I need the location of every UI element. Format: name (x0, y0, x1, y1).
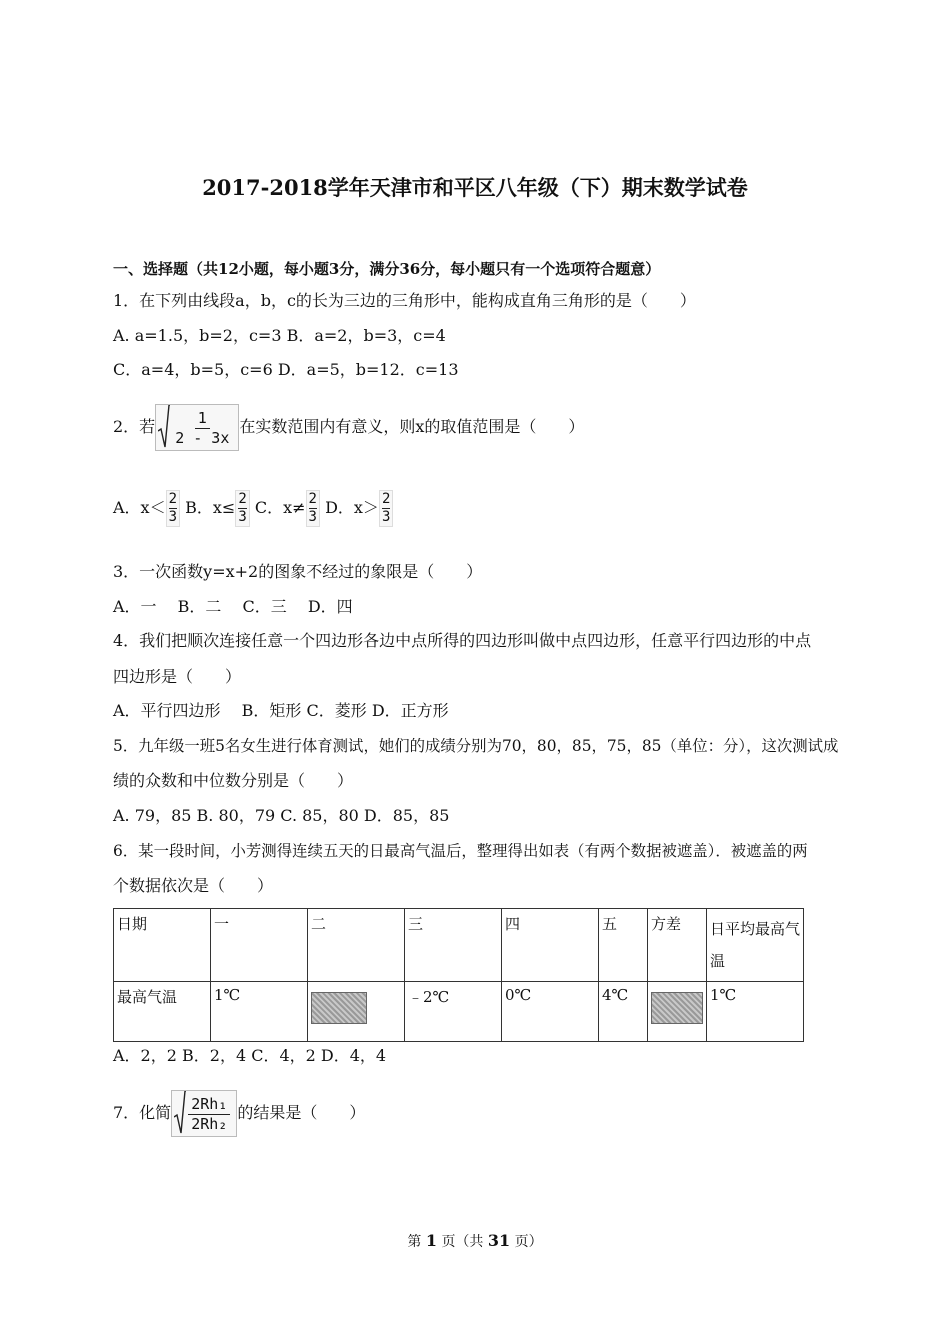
table-header-cell: 日期 (114, 909, 211, 982)
question-2-options (113, 490, 393, 527)
option-c-text: C．x≠ (254, 498, 306, 517)
table-cell: ﹣2℃ (405, 982, 502, 1042)
question-7-suffix: 的结果是（ ） (237, 1103, 366, 1122)
table-header-cell: 三 (405, 909, 502, 982)
fraction-den: 3 (168, 509, 178, 525)
table-cell: 0℃ (502, 982, 599, 1042)
footer-text: 页（共 (441, 1234, 484, 1250)
question-4-options: A．平行四边形 B．矩形 C．菱形 D．正方形 (113, 701, 449, 720)
question-3-stem: 3．一次函数y=x+2的图象不经过的象限是（ ） (113, 562, 483, 581)
page-footer (0, 1231, 950, 1251)
question-4-stem-line2: 四边形是（ ） (113, 667, 242, 686)
fraction-num: 2 (168, 491, 178, 507)
covered-data-block (311, 992, 367, 1024)
sqrt-fraction-formula (155, 404, 239, 451)
question-4-stem-line1: 4．我们把顺次连接任意一个四边形各边中点所得的四边形叫做中点四边形，任意平行四边形的中点 (113, 631, 812, 650)
fraction-den: 3 (381, 509, 391, 525)
table-cell-covered (648, 982, 707, 1042)
option-d-fraction (379, 490, 393, 527)
section-heading: 一、选择题（共12小题，每小题3分，满分36分，每小题只有一个选项符合题意） (113, 260, 661, 278)
table-header-cell: 方差 (648, 909, 707, 982)
question-7-prefix: 7．化简 (113, 1103, 172, 1122)
question-2-prefix: 2．若 (113, 417, 156, 436)
table-cell-covered (308, 982, 405, 1042)
formula-denominator: 2 - 3x (175, 429, 230, 447)
question-6-stem-line2: 个数据依次是（ ） (113, 876, 274, 895)
question-6-options: A．2，2 B．2，4 C．4，2 D．4，4 (113, 1046, 387, 1065)
page-number: 1 (425, 1231, 437, 1250)
total-pages: 31 (487, 1231, 511, 1250)
question-1-options-ab: A. a=1.5，b=2，c=3 B．a=2，b=3，c=4 (113, 326, 446, 345)
formula-numerator: 1 (195, 409, 210, 429)
footer-text: 页） (514, 1234, 543, 1250)
question-2-stem (113, 404, 584, 451)
option-d-text: D．x＞ (325, 498, 379, 517)
radical-sign-icon (174, 1091, 186, 1135)
formula-numerator: 2Rh₁ (188, 1095, 230, 1115)
question-6-stem-line1: 6．某一段时间，小芳测得连续五天的日最高气温后，整理得出如表（有两个数据被遮盖）．被遮盖的两 (113, 842, 808, 860)
table-cell: 1℃ (211, 982, 308, 1042)
fraction-num: 2 (381, 491, 391, 507)
question-5-stem-line1: 5．九年级一班5名女生进行体育测试，她们的成绩分别为70，80，85，75，85（单位：分），这次测试成 (113, 737, 839, 755)
option-a-fraction (166, 490, 180, 527)
radical-sign-icon (158, 405, 170, 449)
temperature-table (113, 908, 804, 1042)
option-a-text: A．x＜ (113, 498, 166, 517)
footer-text: 第 (407, 1234, 422, 1250)
fraction-num: 2 (238, 491, 247, 507)
option-c-fraction (306, 490, 320, 527)
table-header-row (114, 909, 804, 982)
question-7-stem (113, 1090, 365, 1137)
table-header-cell: 四 (502, 909, 599, 982)
table-header-cell: 日平均最高气温 (707, 909, 804, 982)
fraction-num: 2 (308, 491, 317, 507)
table-header-cell: 二 (308, 909, 405, 982)
table-row-label: 最高气温 (114, 982, 211, 1042)
option-b-fraction (235, 490, 249, 527)
question-2-suffix: 在实数范围内有意义，则x的取值范围是（ ） (239, 417, 585, 436)
formula-denominator: 2Rh₂ (191, 1115, 228, 1133)
option-b-text: B．x≤ (185, 498, 236, 517)
sqrt-fraction-formula (171, 1090, 237, 1137)
table-cell: 4℃ (599, 982, 648, 1042)
page-title: 2017-2018学年天津市和平区八年级（下）期末数学试卷 (202, 175, 748, 200)
table-row (114, 982, 804, 1042)
table-header-cell: 一 (211, 909, 308, 982)
question-1-options-cd: C．a=4，b=5，c=6 D．a=5，b=12．c=13 (113, 360, 459, 379)
table-header-cell: 五 (599, 909, 648, 982)
fraction-den: 3 (238, 509, 247, 525)
question-3-options: A．一 B．二 C．三 D．四 (113, 597, 353, 616)
question-5-options: A. 79，85 B. 80，79 C. 85，80 D．85，85 (113, 806, 450, 825)
covered-data-block (651, 992, 703, 1024)
fraction-den: 3 (308, 509, 317, 525)
question-5-stem-line2: 绩的众数和中位数分别是（ ） (113, 771, 354, 790)
table-cell: 1℃ (707, 982, 804, 1042)
question-1-stem: 1．在下列由线段a，b，c的长为三边的三角形中，能构成直角三角形的是（ ） (113, 291, 696, 310)
